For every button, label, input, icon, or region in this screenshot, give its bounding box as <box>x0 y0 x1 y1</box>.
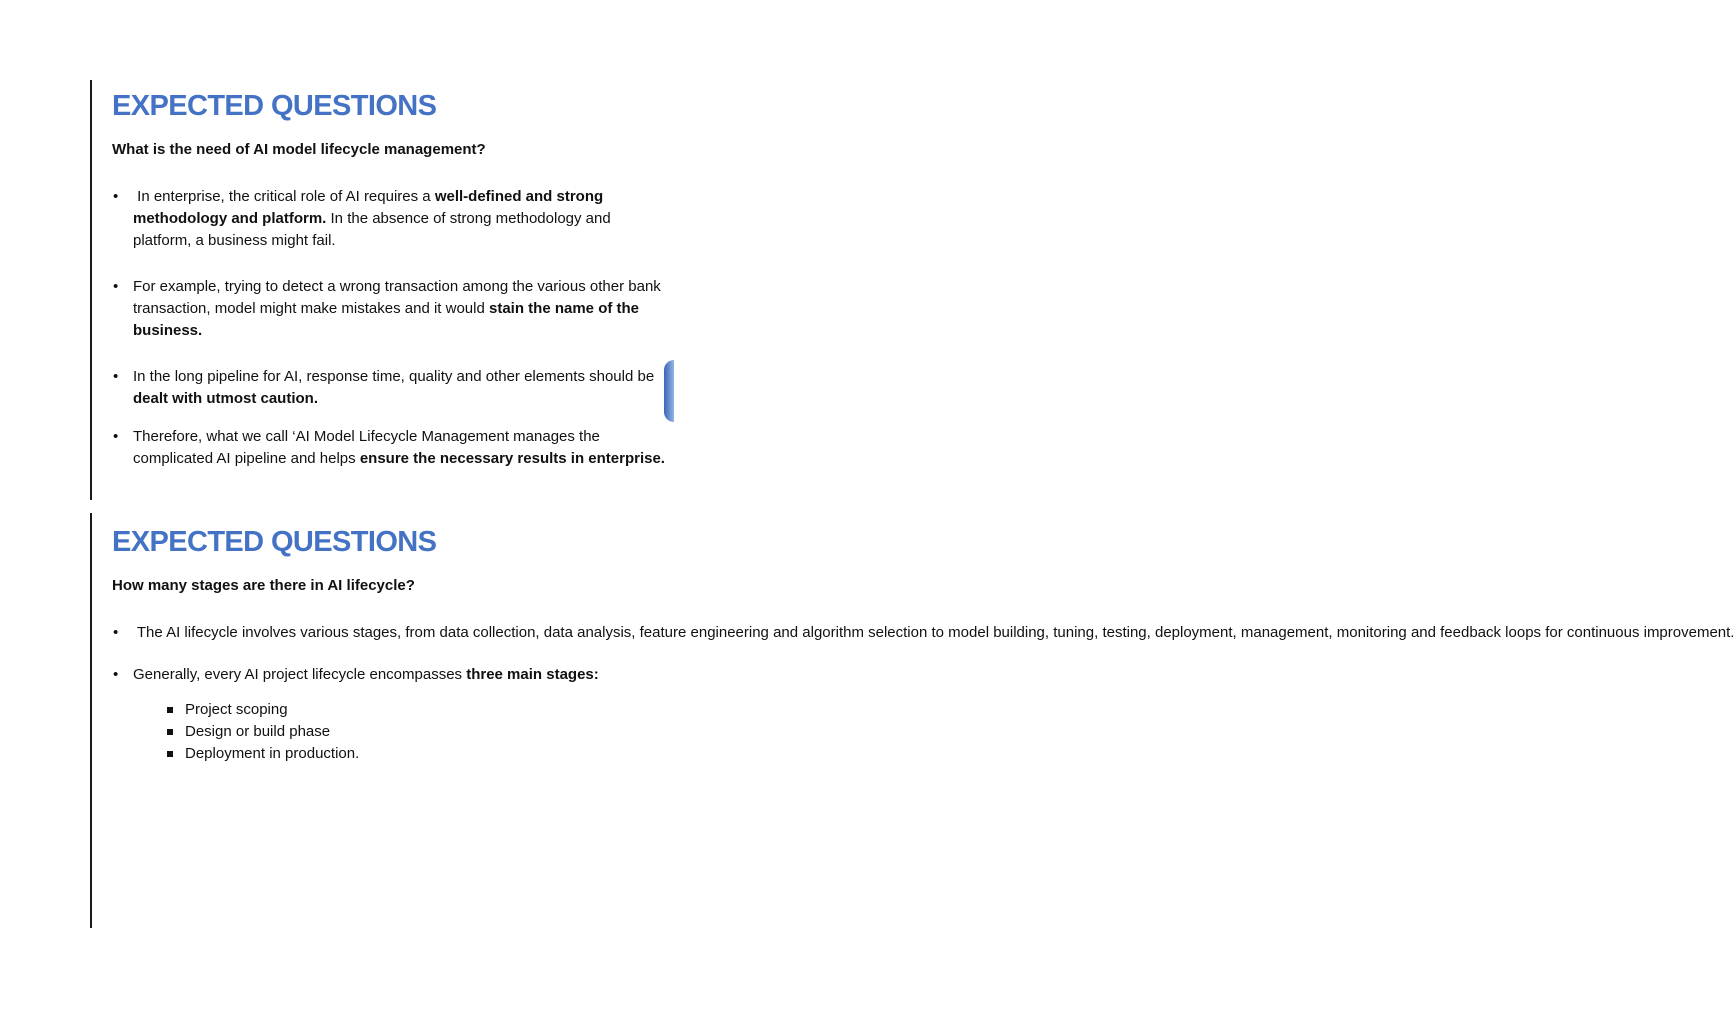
bullet-item <box>112 426 672 470</box>
bullet-item <box>112 276 672 342</box>
slide-need-of-lifecycle-management <box>112 84 672 470</box>
slide-title: EXPECTED QUESTIONS <box>112 90 437 122</box>
bullet-text: Therefore, what we call ‘AI Model Lifecycle Management manages the complicated AI pipeline and helps <box>133 428 600 467</box>
stage-item: Deployment in production. <box>167 743 672 765</box>
bullet-text: The AI lifecycle involves various stages, from data collection, data analysis, feature engineering and algorithm selection to model building, tuning, testing, deployment, management, monitoring and feedback loops for continuous improvement. <box>133 624 1734 641</box>
stage-item: Design or build phase <box>167 721 672 743</box>
left-margin-rule <box>90 80 92 500</box>
bullet-text: In the long pipeline for AI, response time, quality and other elements should be <box>133 368 655 385</box>
bullet-text: In enterprise, the critical role of AI requires a <box>133 188 435 205</box>
bullet-emphasis: dealt with utmost caution. <box>133 390 319 407</box>
bullet-item <box>112 664 672 686</box>
bullet-text: In the absence of strong methodology and platform, a business might fail. <box>133 210 611 249</box>
stage-item: Project scoping <box>167 699 672 721</box>
slide-stages-in-lifecycle <box>112 520 1734 765</box>
bullet-list <box>112 186 672 470</box>
bullet-text: Generally, every AI project lifecycle encompasses <box>133 666 467 683</box>
bullet-emphasis: well-defined and strong methodology and platform. <box>133 188 604 227</box>
bullet-item <box>112 366 672 410</box>
stage-list <box>167 699 672 765</box>
slide-question: What is the need of AI model lifecycle management? <box>112 141 486 158</box>
bullet-list <box>112 622 1734 686</box>
slide-title: EXPECTED QUESTIONS <box>112 526 437 558</box>
bullet-emphasis: ensure the necessary results in enterprise. <box>359 450 665 467</box>
bullet-text: For example, trying to detect a wrong transaction among the various other bank transaction, model might make mistakes and it would <box>133 278 661 317</box>
slide-question: How many stages are there in AI lifecycle? <box>112 577 415 594</box>
bullet-item <box>112 622 1734 644</box>
bullet-emphasis: stain the name of the business. <box>133 300 640 339</box>
bullet-item <box>112 186 672 252</box>
left-margin-rule <box>90 513 92 928</box>
bullet-emphasis: three main stages: <box>466 666 599 683</box>
